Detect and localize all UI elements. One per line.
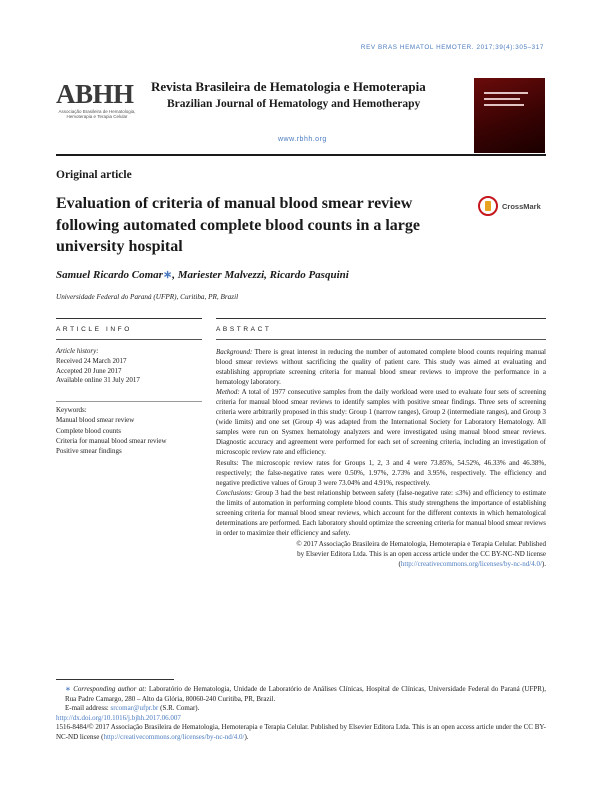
- divider: [216, 339, 546, 340]
- abstract-method: Method: A total of 1977 consecutive samples from the daily workload were used to evaluate four sets of screening criteria for manual blood smear reviews to identify samples with positive smear findings. Three sets of screening criteria were arbitrarily proposed in this study: Group 1 (narrow ranges), Group 2 (intermediate ranges), and Group 3 (wide limits) and one set (Group 4) was adapted from the International Society for Laboratory Hematology. All samples were run on Sysmex hematology analyzers and were investigated using manual blood smear reviews. Diagnostic accuracy and agreement were performed for each set of screening criteria, including an investigation of microscopic review rate and efficiency.: [216, 388, 546, 457]
- history-label: Article history:: [56, 347, 99, 355]
- copyright-notice: © 2017 Associação Brasileira de Hematologia, Hemoterapia e Terapia Celular. Published by Elsevier Editora Ltda. This is an open access article under the CC BY-NC-ND license (http://creativecommons.org/licenses/by-nc-nd/4.0/).: [296, 539, 546, 568]
- divider: [216, 318, 546, 319]
- author-list: [56, 268, 349, 281]
- received-date: Received 24 March 2017: [56, 356, 127, 365]
- footnotes: [56, 685, 546, 743]
- abstract-background: Background: There is great interest in reducing the number of automated complete blood counts requiring manual blood smear reviews without sacrificing the quality of patient care. This study was aimed at evaluating and establishing appropriate screening criteria for manual blood smear reviews to improve the performance in a hematology laboratory.: [216, 348, 546, 387]
- article-info-heading: ARTICLE INFO: [56, 326, 132, 333]
- keyword: Criteria for manual blood smear review: [56, 436, 167, 445]
- article-type: Original article: [56, 169, 132, 181]
- keywords-label: Keywords:: [56, 406, 87, 414]
- email-link[interactable]: srcomar@ufpr.br: [110, 704, 159, 713]
- keyword: Complete blood counts: [56, 426, 121, 435]
- author-rest: , Mariester Malvezzi, Ricardo Pasquini: [172, 269, 349, 281]
- article-title: Evaluation of criteria of manual blood smear review following automated complete blood counts in a large university hospital: [56, 195, 420, 255]
- author-first: Samuel Ricardo Comar: [56, 269, 163, 281]
- header-divider: [56, 154, 546, 156]
- journal-citation: REV BRAS HEMATOL HEMOTER. 2017;39(4):305–317: [360, 44, 544, 51]
- accepted-date: Accepted 20 June 2017: [56, 366, 122, 375]
- crossmark-icon: [478, 196, 498, 216]
- article-history: [56, 347, 206, 386]
- journal-title-english: Brazilian Journal of Hematology and Hemotherapy: [167, 98, 421, 110]
- crossmark-badge[interactable]: [478, 196, 546, 218]
- license-link[interactable]: http://creativecommons.org/licenses/by-nc-nd/4.0/: [400, 559, 542, 568]
- journal-cover-image: [474, 78, 545, 153]
- logo-text: ABHH: [56, 79, 134, 109]
- license-link-footer[interactable]: http://creativecommons.org/licenses/by-nc-nd/4.0/: [103, 732, 245, 741]
- logo-subtitle: Associação Brasileira de Hematologia, Hemoterapia e Terapia Celular: [58, 109, 136, 119]
- abstract-conclusions: Conclusions: Group 3 had the best relationship between safety (false-negative rate: ≤3%) and efficiency to estimate the limits of automation in performing complete blood counts. This study strengthens the importance of establishing screening criteria for manual blood smear reviews, which account for the different contexts in which hematological determinations are performed. Each laboratory should optimize the screening criteria for manual blood smear reviews in order to maximize their efficiency and safety.: [216, 488, 546, 537]
- doi-link[interactable]: http://dx.doi.org/10.1016/j.bjhh.2017.06.007: [56, 713, 181, 722]
- email-note: E-mail address: srcomar@ufpr.br (S.R. Comar).: [65, 704, 200, 713]
- corresponding-author-note: ∗ Corresponding author at: Laboratório de Hematologia, Unidade de Laboratório de Análises Clínicas, Hospital de Clínicas, Universidade Federal do Paraná (UFPR), Rua Padre Camargo, 280 – Alto da Glória, 80060-240 Curitiba, PR, Brazil.: [65, 685, 547, 703]
- crossmark-label: CrossMark: [502, 202, 541, 211]
- corresponding-author-mark[interactable]: ∗: [162, 269, 173, 281]
- online-date: Available online 31 July 2017: [56, 376, 140, 385]
- abstract-body: [216, 347, 546, 569]
- keyword: Manual blood smear review: [56, 416, 135, 425]
- abstract-heading: ABSTRACT: [216, 326, 272, 333]
- footnote-divider: [56, 679, 174, 680]
- keywords: [56, 405, 196, 456]
- divider: [56, 339, 202, 340]
- journal-title-portuguese: Revista Brasileira de Hematologia e Hemoterapia: [151, 79, 426, 94]
- affiliation: Universidade Federal do Paraná (UFPR), Curitiba, PR, Brazil: [56, 293, 239, 301]
- divider: [56, 318, 202, 319]
- issn-license-note: 1516-8484/© 2017 Associação Brasileira de Hematologia, Hemoterapia e Terapia Celular. Published by Elsevier Editora Ltda. This is an open access article under the CC BY-NC-ND license (http://creativecommons.org/licenses/by-nc-nd/4.0/).: [56, 723, 546, 741]
- abstract-results: Results: The microscopic review rates for Groups 1, 2, 3 and 4 were 73.85%, 54.52%, 46.33% and 46.38%, respectively; the false-negative rates were 0.50%, 1.97%, 2.73% and 3.95%, respectively. The efficiency and negative predictive values of Group 3 were 73.04% and 4.91%, respectively.: [216, 458, 546, 487]
- abhh-logo: [56, 79, 138, 131]
- keyword: Positive smear findings: [56, 447, 122, 456]
- divider: [56, 401, 202, 402]
- journal-url-link[interactable]: www.rbhh.org: [278, 136, 327, 143]
